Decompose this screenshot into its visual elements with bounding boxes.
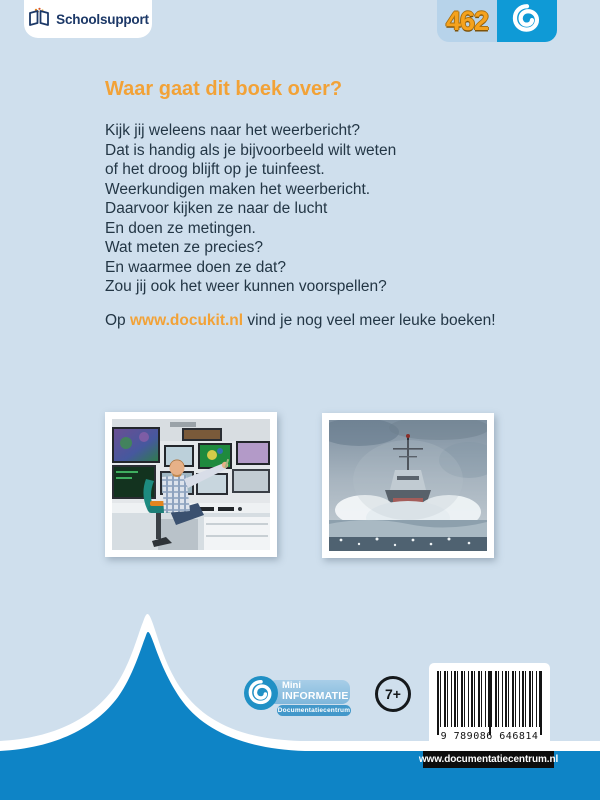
schoolsupport-label: Schoolsupport xyxy=(56,11,149,27)
open-book-icon xyxy=(27,7,51,32)
description-text xyxy=(105,121,525,297)
barcode-number: 9 789086 646814 xyxy=(440,731,539,742)
issue-number: 462 xyxy=(437,0,497,42)
series-name-line3: Documentatiecentrum xyxy=(277,707,351,714)
body-line: Wat meten ze precies? xyxy=(105,239,263,256)
body-line: of het droog blijft op je tuinfeest. xyxy=(105,161,325,178)
storm-ship-photo xyxy=(322,413,494,558)
age-badge: 7+ xyxy=(375,676,411,712)
body-line: Zou jij ook het weer kunnen voorspellen? xyxy=(105,278,387,295)
body-line: En doen ze metingen. xyxy=(105,219,256,237)
swirl-spiral-icon xyxy=(510,2,544,41)
body-line: En waarmee doen ze dat? xyxy=(105,258,286,276)
body-line: Kijk jij weleens naar het weerbericht? xyxy=(105,122,361,139)
publisher-website-link[interactable]: www.documentatiecentrum.nl xyxy=(418,754,559,765)
series-name-line2: INFORMATIE xyxy=(282,690,349,702)
page-title: Waar gaat dit boek over? xyxy=(105,78,343,100)
issue-badge xyxy=(437,0,557,42)
mini-informatie-plate xyxy=(268,680,350,704)
documentatiecentrum-bar xyxy=(277,705,351,716)
schoolsupport-logo xyxy=(24,0,152,38)
promo-line xyxy=(105,312,565,330)
docukit-link[interactable]: www.docukit.nl xyxy=(129,312,244,329)
publisher-logo-box xyxy=(497,0,557,42)
body-line: Daarvoor kijken ze naar de lucht xyxy=(105,200,328,217)
body-line: Weerkundigen maken het weerbericht. xyxy=(105,180,371,198)
promo-prefix: Op xyxy=(105,312,130,329)
series-name-line1: Mini xyxy=(282,680,301,691)
promo-suffix: vind je nog veel meer leuke boeken! xyxy=(243,312,496,329)
weather-forecaster-photo xyxy=(105,412,277,557)
body-line: Dat is handig als je bijvoorbeeld wilt weten xyxy=(105,141,397,159)
swirl-spiral-icon xyxy=(245,677,277,709)
mini-informatie-logo xyxy=(245,677,355,717)
publisher-website-bar xyxy=(418,751,559,768)
barcode xyxy=(429,663,550,747)
